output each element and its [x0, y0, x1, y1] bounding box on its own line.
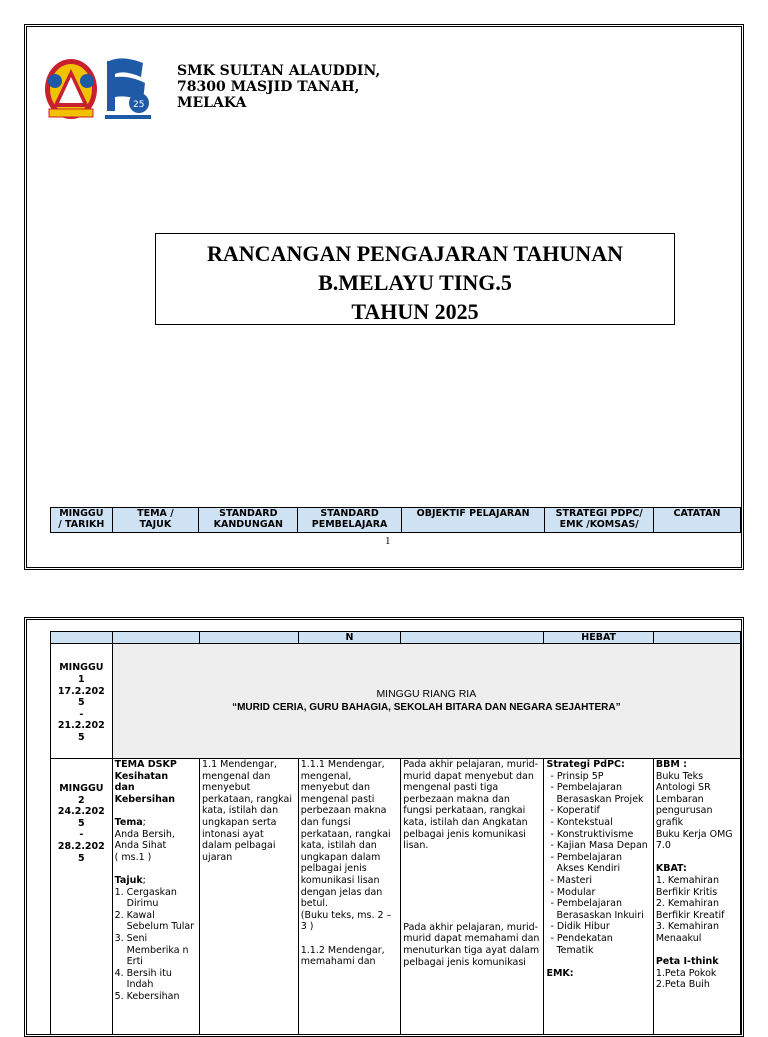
banner-subtitle: “MURID CERIA, GURU BAHAGIA, SEKOLAH BITARA DAN NEGARA SEJAHTERA”: [115, 701, 738, 715]
table-header-continuation: [51, 632, 741, 644]
strategi-cell: Strategi PdPC: - Prinsip 5P - Pembelajaran Berasaskan Projek - Koperatif - Kontekstual - Konstruktivisme - Kajian Masa Depan - Pembelajaran Akses Kendiri - Masteri - Modular - Pembelajaran Berasaskan Inkuiri - Didik Hibur - Pendekatan Tematik EMK:: [544, 759, 653, 1037]
header-strategi: STRATEGI PDPC/ EMK /KOMSAS/: [545, 508, 654, 533]
title-line1: RANCANGAN PENGAJARAN TAHUNAN: [156, 239, 674, 268]
school-name-line1: SMK SULTAN ALAUDDIN,: [177, 63, 380, 79]
banner-title: MINGGU RIANG RIA: [115, 687, 738, 701]
header-catatan: CATATAN: [653, 508, 740, 533]
table-row: [51, 644, 741, 759]
header-objektif: OBJEKTIF PELAJARAN: [401, 508, 545, 533]
plan-page: [24, 617, 744, 1037]
school-name-line3: MELAKA: [177, 95, 380, 111]
header-minggu: MINGGU / TARIKH: [51, 508, 113, 533]
header-continuation-hebat: HEBAT: [544, 632, 653, 644]
catatan-cell: BBM : Buku Teks Antologi SR Lembaran pengurusan grafik Buku Kerja OMG 7.0 KBAT: 1. Kemahiran Berfikir Kritis 2. Kemahiran Berfikir Kreatif 3. Kemahiran Menaakul Peta I-think 1.Peta Pokok 2.Peta Buih: [653, 759, 740, 1037]
tema-value: Anda Bersih, Anda Sihat: [115, 829, 197, 852]
school-name: [177, 63, 380, 111]
cover-page: [24, 24, 744, 570]
standard-pembelajaran-cell: 1.1.1 Mendengar, mengenal, menyebut dan mengenal pasti perbezaan makna dan fungsi perkataan, rangkai kata, istilah dan ungkapan dalam pelbagai jenis komunikasi lisan dengan jelas dan betul. (Buku teks, ms. 2 – 3 ) 1.1.2 Mendengar, memahami dan: [298, 759, 401, 1037]
header-continuation-n: N: [298, 632, 401, 644]
school-crest-icon: [43, 53, 155, 123]
page-number: 1: [385, 535, 391, 547]
week-cell: MINGGU 1 17.2.202 5 - 21.2.202 5: [51, 644, 113, 759]
emblem-number: 25: [133, 100, 144, 110]
document-title: [155, 233, 675, 325]
tajuk-list: 1. Cergaskan Dirimu 2. Kawal Sebelum Tular 3. Seni Memberika n Erti 4. Bersih itu Indah 5. Kebersihan: [115, 887, 197, 1003]
standard-kandungan-cell: 1.1 Mendengar, mengenal dan menyebut perkataan, rangkai kata, istilah dan ungkapan serta intonasi ayat dalam pelbagai ujaran: [200, 759, 299, 1037]
table-header: [50, 507, 741, 533]
plan-table: [50, 631, 741, 1037]
table-row: [51, 759, 741, 1037]
school-name-line2: 78300 MASJID TANAH,: [177, 79, 380, 95]
title-line3: TAHUN 2025: [156, 297, 674, 326]
school-logos: [43, 53, 155, 123]
title-line2: B.MELAYU TING.5: [156, 268, 674, 297]
header-standard-kandungan: STANDARD KANDUNGAN: [199, 508, 298, 533]
header-standard-pembelajaran: STANDARD PEMBELAJARA: [298, 508, 401, 533]
tema-cell: TEMA DSKP Kesihatan dan Kebersihan Tema; Anda Bersih, Anda Sihat ( ms.1 ) Tajuk; 1. Cergaskan Dirimu 2. Kawal Sebelum Tular 3. Seni Memberika n Erti 4. Bersih itu Indah 5. Kebersihan: [112, 759, 199, 1037]
header-tema: TEMA / TAJUK: [112, 508, 199, 533]
week-cell: MINGGU 2 24.2.202 5 - 28.2.202 5: [51, 759, 113, 1037]
banner-cell: [112, 644, 740, 759]
objektif-cell: Pada akhir pelajaran, murid-murid dapat menyebut dan mengenal pasti tiga perbezaan makna dan fungsi perkataan, rangkai kata, istilah dan Angkatan pelbagai jenis komunikasi lisan. Pada akhir pelajaran, murid-murid dapat memahami dan menuturkan tiga ayat dalam pelbagai jenis komunikasi: [401, 759, 544, 1037]
